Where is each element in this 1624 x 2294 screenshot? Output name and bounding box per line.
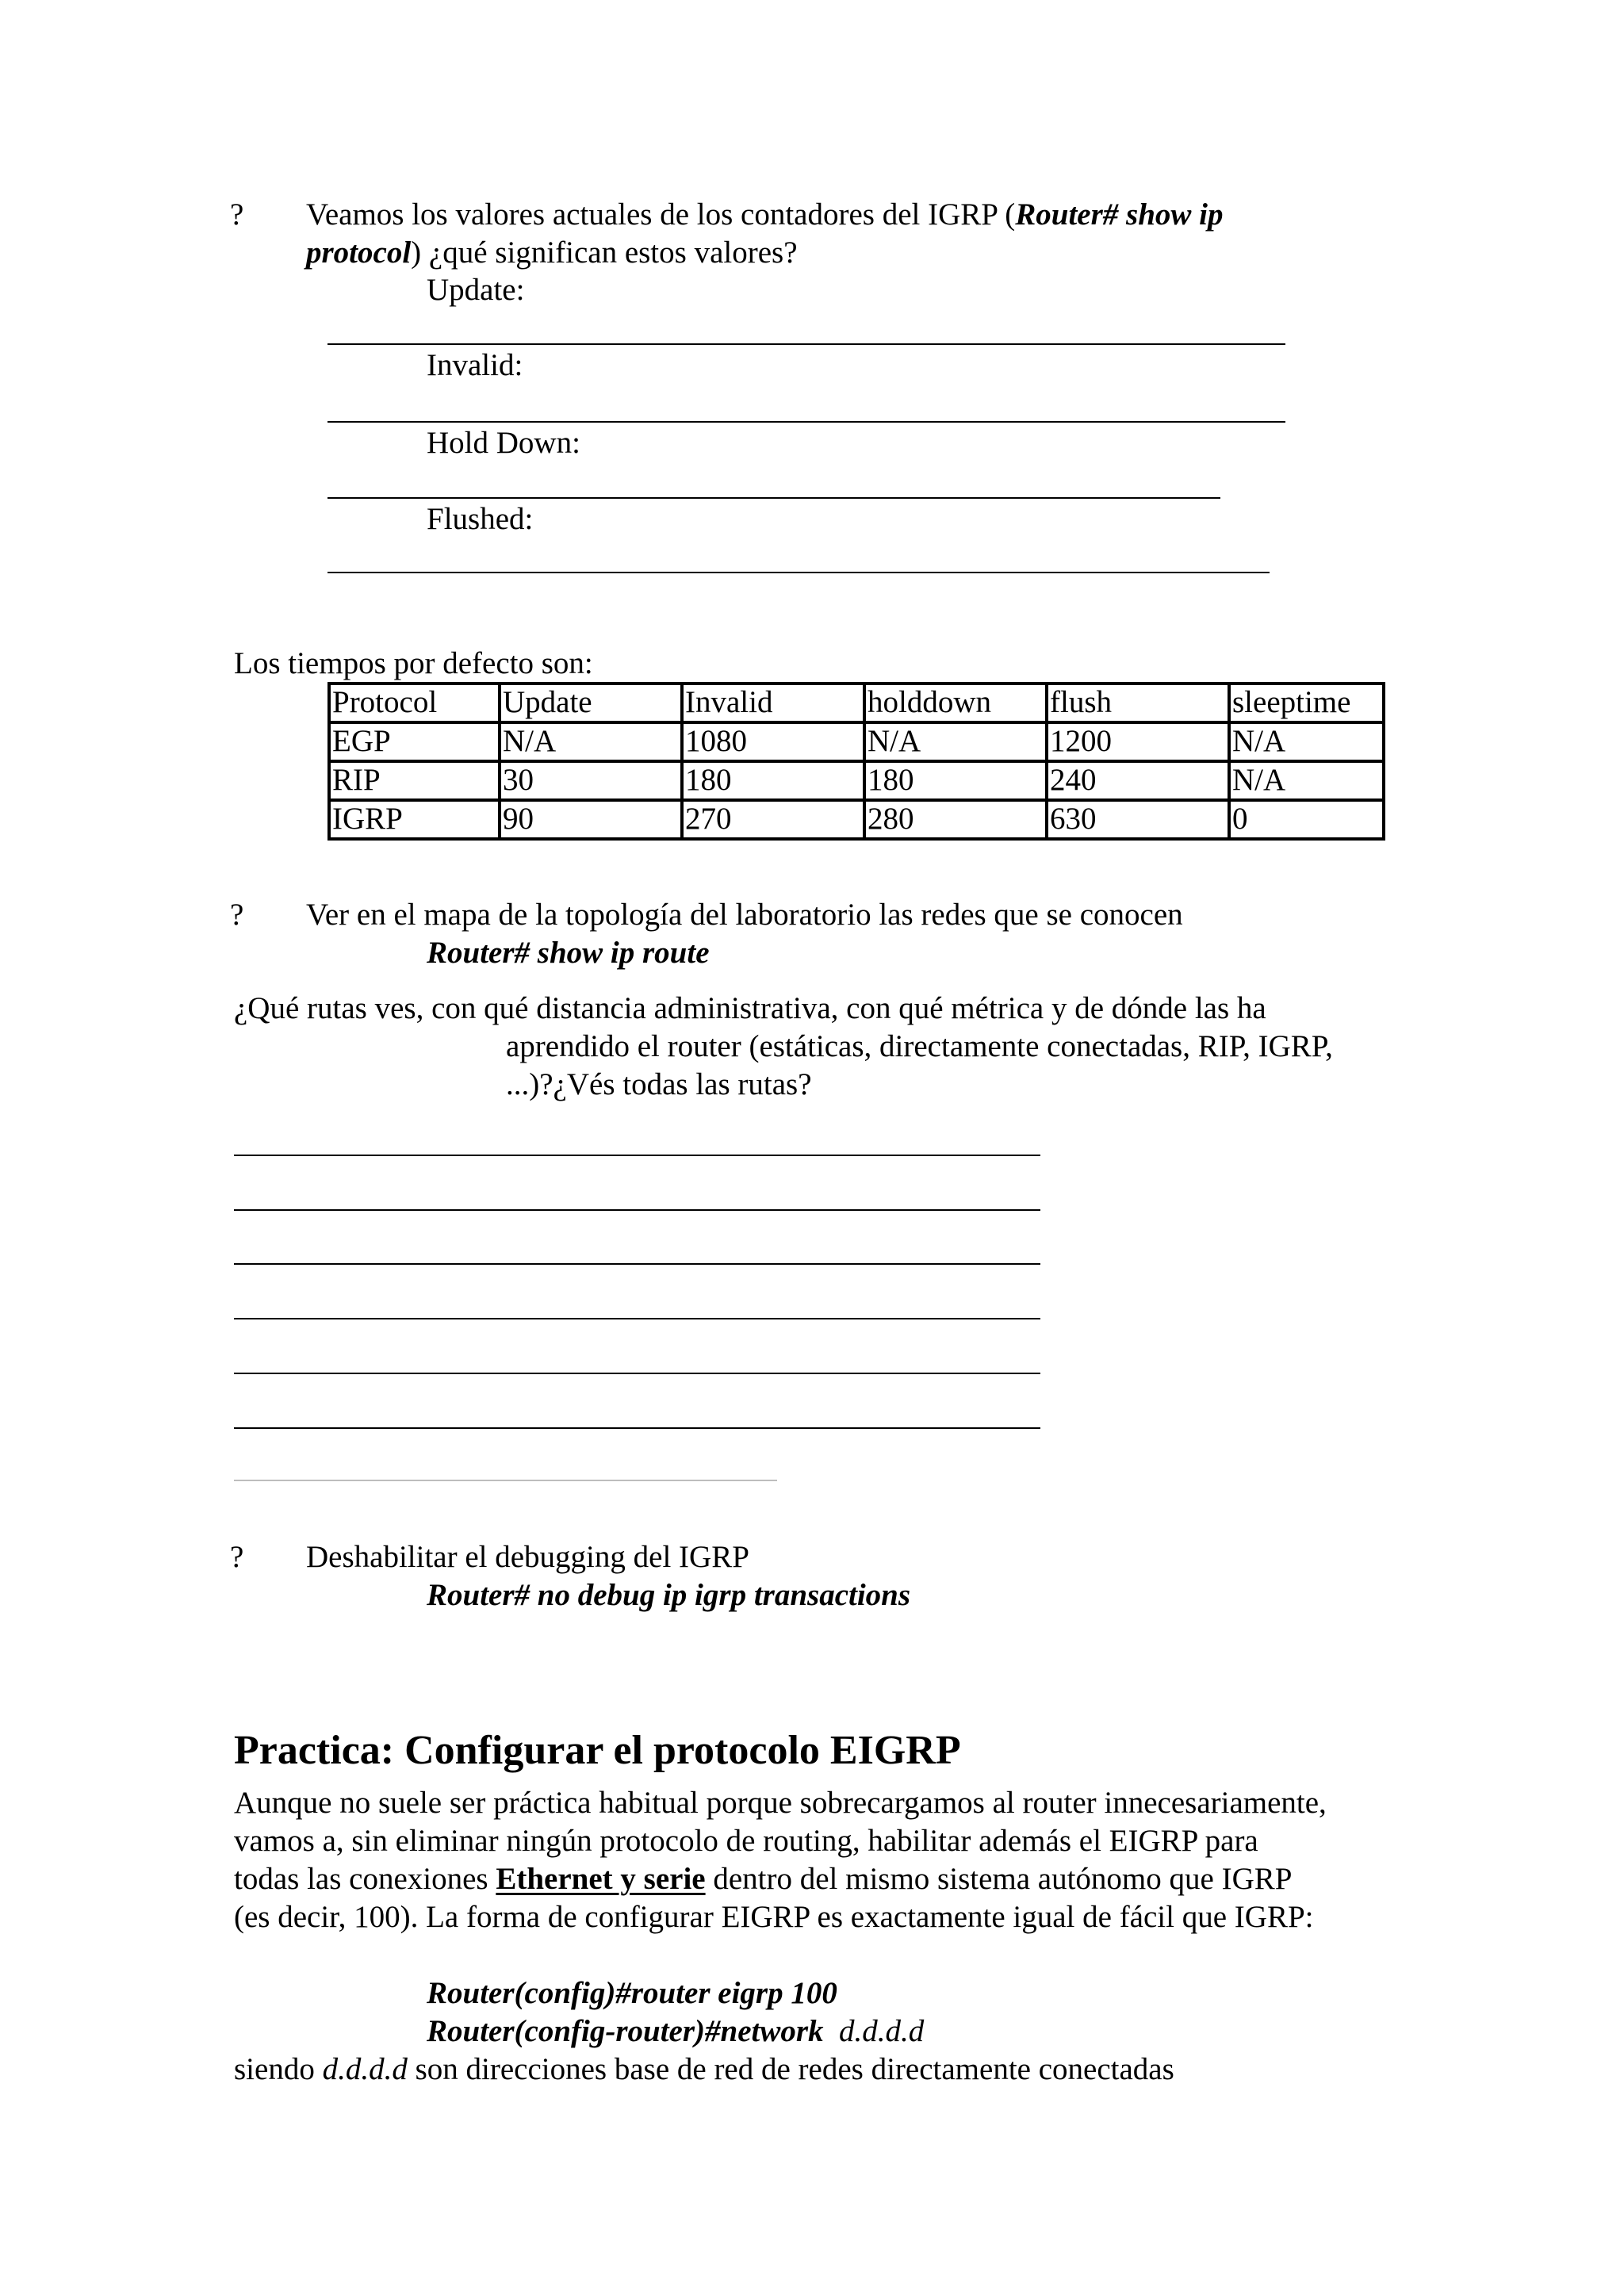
table-row: [329, 800, 1384, 839]
table-header-row: [329, 684, 1384, 722]
table-cell: 270: [682, 800, 864, 839]
answer-line: [327, 343, 1285, 345]
section-heading: Practica: Configurar el protocolo EIGRP: [234, 1728, 961, 1773]
q2-command: Router# show ip route: [427, 936, 710, 970]
q3-text: Deshabilitar el debugging del IGRP: [306, 1540, 749, 1574]
table-cell: N/A: [864, 722, 1047, 761]
table-cell: IGRP: [329, 800, 500, 839]
table-cell: flush: [1047, 684, 1229, 722]
answer-line: [234, 1318, 1040, 1319]
field-update-label: Update:: [427, 273, 525, 307]
table-row: [329, 722, 1384, 761]
timers-table: [327, 682, 1385, 841]
bullet-q1: ?: [230, 197, 244, 232]
table-cell: Invalid: [682, 684, 864, 722]
table-cell: 1200: [1047, 722, 1229, 761]
bullet-q2: ?: [230, 898, 244, 932]
practice-text-a: todas las conexiones: [234, 1862, 496, 1896]
practice-text-b: dentro del mismo sistema autónomo que IGRP: [705, 1862, 1293, 1896]
practice-paragraph-line2: vamos a, sin eliminar ningún protocolo de routing, habilitar además el EIGRP para: [234, 1824, 1258, 1858]
answer-line: [234, 1209, 1040, 1211]
table-cell: N/A: [1229, 722, 1384, 761]
field-holddown-label: Hold Down:: [427, 426, 580, 460]
practice-paragraph-line1: Aunque no suele ser práctica habitual porque sobrecargamos al router innecesariamente,: [234, 1786, 1327, 1820]
practice-last-italic: d.d.d.d: [322, 2052, 408, 2086]
table-cell: 1080: [682, 722, 864, 761]
table-cell: holddown: [864, 684, 1047, 722]
practice-paragraph-line4: (es decir, 100). La forma de configurar EIGRP es exactamente igual de fácil que IGRP:: [234, 1900, 1314, 1934]
practice-command1: Router(config)#router eigrp 100: [427, 1976, 837, 2010]
practice-last-a: siendo: [234, 2052, 323, 2086]
table-cell: 90: [500, 800, 682, 839]
q2-text: Ver en el mapa de la topología del laboratorio las redes que se conocen: [306, 898, 1183, 932]
field-flushed-label: Flushed:: [427, 502, 534, 536]
table-cell: 180: [682, 761, 864, 800]
table-cell: 280: [864, 800, 1047, 839]
answer-line: [234, 1263, 1040, 1265]
defaults-intro: Los tiempos por defecto son:: [234, 646, 593, 680]
answer-line: [234, 1427, 1040, 1429]
answer-line: [234, 1373, 1040, 1374]
q1-line2: [306, 234, 798, 272]
q2-question-line3: ...)?¿Vés todas las rutas?: [506, 1067, 812, 1101]
table-cell: EGP: [329, 722, 500, 761]
practice-command2: Router(config-router)#network: [427, 2014, 824, 2048]
q2-question-line2: aprendido el router (estáticas, directamente conectadas, RIP, IGRP,: [506, 1029, 1333, 1063]
table-cell: 240: [1047, 761, 1229, 800]
table-cell: sleeptime: [1229, 684, 1384, 722]
practice-command2-arg: d.d.d.d: [839, 2014, 925, 2048]
table-cell: Protocol: [329, 684, 500, 722]
table-row: [329, 761, 1384, 800]
table-cell: 30: [500, 761, 682, 800]
q1-command-b: protocol: [306, 236, 412, 270]
q1-text-a: Veamos los valores actuales de los contadores del IGRP (: [306, 197, 1016, 232]
practice-last-line: [234, 2051, 1174, 2089]
table-cell: 630: [1047, 800, 1229, 839]
practice-underlined-term: Ethernet y serie: [496, 1862, 706, 1896]
practice-command2-line: [427, 2013, 924, 2051]
q3-command: Router# no debug ip igrp transactions: [427, 1578, 911, 1612]
table-cell: Update: [500, 684, 682, 722]
answer-line: [327, 421, 1285, 423]
bullet-q3: ?: [230, 1540, 244, 1574]
q2-question-line1: ¿Qué rutas ves, con qué distancia administrativa, con qué métrica y de dónde las ha: [234, 991, 1266, 1025]
separator-line: [234, 1480, 777, 1481]
q1-command: Router# show ip: [1015, 197, 1224, 232]
practice-paragraph-line3: [234, 1860, 1292, 1898]
table-cell: N/A: [500, 722, 682, 761]
table-cell: 0: [1229, 800, 1384, 839]
q1-line1: [306, 196, 1224, 234]
table-cell: 180: [864, 761, 1047, 800]
q1-text-b: ) ¿qué significan estos valores?: [411, 236, 798, 270]
answer-line: [327, 572, 1270, 573]
answer-line: [327, 497, 1220, 499]
answer-line: [234, 1155, 1040, 1156]
field-invalid-label: Invalid:: [427, 348, 523, 382]
table-cell: N/A: [1229, 761, 1384, 800]
practice-last-b: son direcciones base de red de redes directamente conectadas: [407, 2052, 1174, 2086]
table-cell: RIP: [329, 761, 500, 800]
